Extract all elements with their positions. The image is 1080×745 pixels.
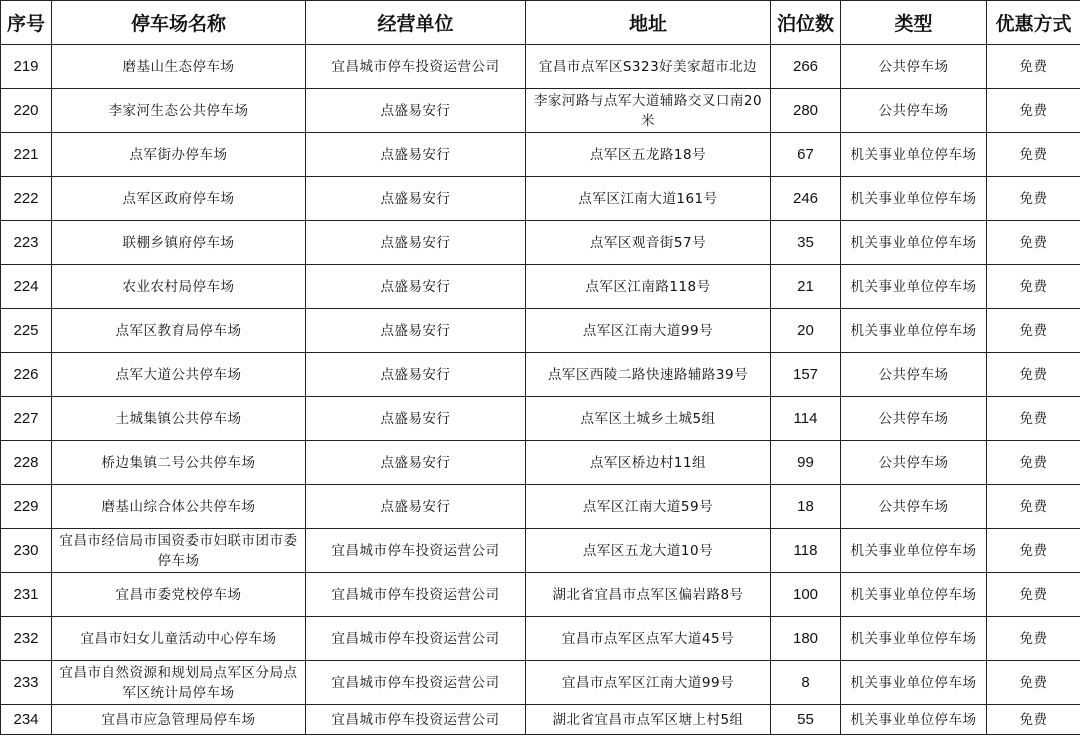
table-row — [1, 705, 1080, 735]
cell-type: 机关事业单位停车场 — [841, 617, 987, 661]
header-operator: 经营单位 — [306, 1, 526, 45]
cell-operator: 点盛易安行 — [306, 353, 526, 397]
cell-seq: 233 — [1, 661, 52, 705]
cell-name: 宜昌市委党校停车场 — [52, 573, 306, 617]
table-row — [1, 485, 1080, 529]
cell-seq: 229 — [1, 485, 52, 529]
cell-operator: 点盛易安行 — [306, 89, 526, 133]
header-name: 停车场名称 — [52, 1, 306, 45]
table-row — [1, 89, 1080, 133]
cell-spaces: 55 — [771, 705, 841, 735]
cell-name: 宜昌市经信局市国资委市妇联市团市委停车场 — [52, 529, 306, 573]
cell-spaces: 35 — [771, 221, 841, 265]
cell-type: 公共停车场 — [841, 441, 987, 485]
cell-discount: 免费 — [987, 485, 1080, 529]
cell-operator: 宜昌城市停车投资运营公司 — [306, 705, 526, 735]
cell-seq: 222 — [1, 177, 52, 221]
cell-spaces: 180 — [771, 617, 841, 661]
cell-type: 机关事业单位停车场 — [841, 573, 987, 617]
cell-type: 公共停车场 — [841, 89, 987, 133]
table-row — [1, 397, 1080, 441]
table-row — [1, 529, 1080, 573]
header-type: 类型 — [841, 1, 987, 45]
cell-address: 湖北省宜昌市点军区偏岩路8号 — [526, 573, 771, 617]
cell-address: 宜昌市点军区S323好美家超市北边 — [526, 45, 771, 89]
cell-seq: 223 — [1, 221, 52, 265]
cell-address: 点军区桥边村11组 — [526, 441, 771, 485]
cell-type: 公共停车场 — [841, 397, 987, 441]
cell-seq: 228 — [1, 441, 52, 485]
cell-type: 公共停车场 — [841, 45, 987, 89]
cell-spaces: 21 — [771, 265, 841, 309]
cell-seq: 226 — [1, 353, 52, 397]
cell-discount: 免费 — [987, 221, 1080, 265]
cell-operator: 点盛易安行 — [306, 309, 526, 353]
cell-name: 磨基山综合体公共停车场 — [52, 485, 306, 529]
header-row — [1, 1, 1080, 45]
cell-name: 点军大道公共停车场 — [52, 353, 306, 397]
cell-seq: 221 — [1, 133, 52, 177]
table-row — [1, 661, 1080, 705]
cell-type: 公共停车场 — [841, 485, 987, 529]
cell-seq: 232 — [1, 617, 52, 661]
cell-type: 机关事业单位停车场 — [841, 529, 987, 573]
table-row — [1, 617, 1080, 661]
cell-name: 土城集镇公共停车场 — [52, 397, 306, 441]
cell-type: 机关事业单位停车场 — [841, 177, 987, 221]
cell-spaces: 118 — [771, 529, 841, 573]
table-row — [1, 441, 1080, 485]
cell-spaces: 100 — [771, 573, 841, 617]
cell-discount: 免费 — [987, 529, 1080, 573]
header-spaces: 泊位数 — [771, 1, 841, 45]
cell-address: 点军区五龙路18号 — [526, 133, 771, 177]
cell-discount: 免费 — [987, 45, 1080, 89]
cell-type: 机关事业单位停车场 — [841, 221, 987, 265]
cell-discount: 免费 — [987, 617, 1080, 661]
cell-spaces: 157 — [771, 353, 841, 397]
cell-discount: 免费 — [987, 705, 1080, 735]
cell-seq: 227 — [1, 397, 52, 441]
cell-name: 农业农村局停车场 — [52, 265, 306, 309]
cell-name: 联棚乡镇府停车场 — [52, 221, 306, 265]
table-row — [1, 45, 1080, 89]
cell-operator: 点盛易安行 — [306, 133, 526, 177]
cell-seq: 224 — [1, 265, 52, 309]
cell-operator: 点盛易安行 — [306, 221, 526, 265]
cell-discount: 免费 — [987, 661, 1080, 705]
cell-name: 宜昌市妇女儿童活动中心停车场 — [52, 617, 306, 661]
cell-address: 湖北省宜昌市点军区塘上村5组 — [526, 705, 771, 735]
cell-seq: 234 — [1, 705, 52, 735]
header-seq: 序号 — [1, 1, 52, 45]
cell-address: 宜昌市点军区点军大道45号 — [526, 617, 771, 661]
cell-address: 点军区江南路118号 — [526, 265, 771, 309]
cell-address: 李家河路与点军大道辅路交叉口南20米 — [526, 89, 771, 133]
cell-address: 点军区江南大道161号 — [526, 177, 771, 221]
cell-spaces: 266 — [771, 45, 841, 89]
header-discount: 优惠方式 — [987, 1, 1080, 45]
cell-seq: 230 — [1, 529, 52, 573]
header-address: 地址 — [526, 1, 771, 45]
cell-type: 公共停车场 — [841, 353, 987, 397]
cell-operator: 宜昌城市停车投资运营公司 — [306, 617, 526, 661]
cell-name: 点军街办停车场 — [52, 133, 306, 177]
table-row — [1, 309, 1080, 353]
cell-discount: 免费 — [987, 309, 1080, 353]
cell-spaces: 99 — [771, 441, 841, 485]
cell-address: 点军区江南大道59号 — [526, 485, 771, 529]
cell-discount: 免费 — [987, 397, 1080, 441]
table-row — [1, 133, 1080, 177]
cell-seq: 231 — [1, 573, 52, 617]
table-row — [1, 265, 1080, 309]
cell-address: 点军区土城乡土城5组 — [526, 397, 771, 441]
cell-name: 桥边集镇二号公共停车场 — [52, 441, 306, 485]
cell-operator: 宜昌城市停车投资运营公司 — [306, 661, 526, 705]
table-row — [1, 177, 1080, 221]
cell-type: 机关事业单位停车场 — [841, 309, 987, 353]
cell-discount: 免费 — [987, 265, 1080, 309]
cell-seq: 220 — [1, 89, 52, 133]
cell-type: 机关事业单位停车场 — [841, 661, 987, 705]
cell-operator: 点盛易安行 — [306, 397, 526, 441]
cell-spaces: 114 — [771, 397, 841, 441]
cell-spaces: 246 — [771, 177, 841, 221]
cell-spaces: 280 — [771, 89, 841, 133]
cell-operator: 宜昌城市停车投资运营公司 — [306, 45, 526, 89]
cell-discount: 免费 — [987, 353, 1080, 397]
cell-name: 点军区教育局停车场 — [52, 309, 306, 353]
cell-type: 机关事业单位停车场 — [841, 705, 987, 735]
table-row — [1, 353, 1080, 397]
cell-address: 点军区五龙大道10号 — [526, 529, 771, 573]
cell-address: 点军区江南大道99号 — [526, 309, 771, 353]
cell-discount: 免费 — [987, 89, 1080, 133]
table-row — [1, 221, 1080, 265]
cell-address: 宜昌市点军区江南大道99号 — [526, 661, 771, 705]
cell-address: 点军区观音街57号 — [526, 221, 771, 265]
cell-discount: 免费 — [987, 573, 1080, 617]
cell-operator: 宜昌城市停车投资运营公司 — [306, 573, 526, 617]
cell-type: 机关事业单位停车场 — [841, 265, 987, 309]
cell-seq: 219 — [1, 45, 52, 89]
cell-type: 机关事业单位停车场 — [841, 133, 987, 177]
cell-seq: 225 — [1, 309, 52, 353]
table-row — [1, 573, 1080, 617]
cell-name: 点军区政府停车场 — [52, 177, 306, 221]
cell-discount: 免费 — [987, 177, 1080, 221]
cell-address: 点军区西陵二路快速路辅路39号 — [526, 353, 771, 397]
cell-spaces: 8 — [771, 661, 841, 705]
cell-discount: 免费 — [987, 441, 1080, 485]
cell-operator: 点盛易安行 — [306, 265, 526, 309]
cell-name: 宜昌市自然资源和规划局点军区分局点军区统计局停车场 — [52, 661, 306, 705]
cell-name: 李家河生态公共停车场 — [52, 89, 306, 133]
cell-spaces: 18 — [771, 485, 841, 529]
cell-spaces: 67 — [771, 133, 841, 177]
cell-name: 宜昌市应急管理局停车场 — [52, 705, 306, 735]
cell-operator: 宜昌城市停车投资运营公司 — [306, 529, 526, 573]
cell-operator: 点盛易安行 — [306, 485, 526, 529]
cell-discount: 免费 — [987, 133, 1080, 177]
cell-operator: 点盛易安行 — [306, 441, 526, 485]
cell-spaces: 20 — [771, 309, 841, 353]
cell-operator: 点盛易安行 — [306, 177, 526, 221]
cell-name: 磨基山生态停车场 — [52, 45, 306, 89]
